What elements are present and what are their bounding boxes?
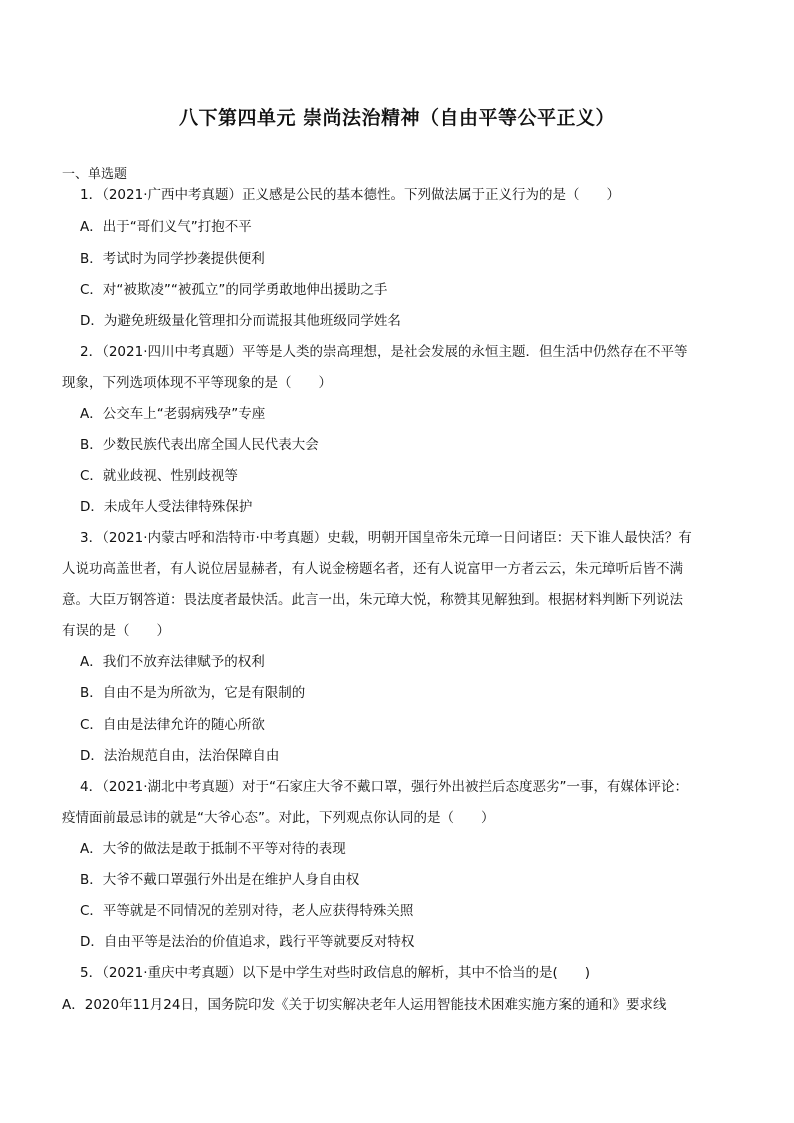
question-3-option-c: C．自由是法律允许的随心所欲 (80, 717, 265, 733)
question-1-option-d: D．为避免班级量化管理扣分而谎报其他班级同学姓名 (80, 313, 401, 329)
question-3-stem-line-1: 3．（2021·内蒙古呼和浩特市·中考真题）史载，明朝开国皇帝朱元璋一日问诸臣：天下谁人最快活？有 (80, 530, 692, 546)
document-title: 八下第四单元 崇尚法治精神（自由平等公平正义） (178, 107, 616, 129)
question-3-option-d: D．法治规范自由，法治保障自由 (80, 748, 280, 764)
question-2-option-a: A．公交车上“老弱病残孕”专座 (80, 406, 266, 422)
question-3-stem-line-2: 人说功高盖世者，有人说位居显赫者，有人说金榜题名者，还有人说富甲一方者云云，朱元璋听后皆不满 (62, 561, 683, 577)
question-1-option-a: A．出于“哥们义气”打抱不平 (80, 219, 252, 235)
question-5-stem: 5．（2021·重庆中考真题）以下是中学生对些时政信息的解析，其中不恰当的是( ) (80, 965, 591, 981)
question-3-option-a: A．我们不放弃法律赋予的权利 (80, 654, 265, 670)
question-3-option-b: B．自由不是为所欲为，它是有限制的 (80, 685, 306, 701)
question-5-option-a: A．2020年11月24日，国务院印发《关于切实解决老年人运用智能技术困难实施方案的通和》要求线 (62, 997, 667, 1013)
question-4-option-c: C．平等就是不同情况的差别对待，老人应获得特殊关照 (80, 903, 414, 919)
question-4-option-d: D．自由平等是法治的价值追求，践行平等就要反对特权 (80, 934, 415, 950)
section-heading: 一、单选题 (62, 167, 128, 182)
question-1-option-b: B．考试时为同学抄袭提供便利 (80, 251, 265, 267)
question-1-stem: 1．（2021·广西中考真题）正义感是公民的基本德性。下列做法属于正义行为的是（ ） (80, 187, 620, 203)
question-3-stem-line-4: 有误的是（ ） (62, 623, 170, 639)
question-2-stem-line-1: 2．（2021·四川中考真题）平等是人类的崇高理想，是社会发展的永恒主题．但生活中仍然存在不平等 (80, 344, 688, 360)
question-2-option-b: B．少数民族代表出席全国人民代表大会 (80, 437, 319, 453)
question-2-option-c: C．就业歧视、性别歧视等 (80, 468, 238, 484)
question-4-option-a: A．大爷的做法是敢于抵制不平等对待的表现 (80, 841, 346, 857)
question-4-stem-line-1: 4．（2021·湖北中考真题）对于“石家庄大爷不戴口罩，强行外出被拦后态度恶劣”一事，有媒体评论： (80, 779, 688, 795)
question-2-option-d: D．未成年人受法律特殊保护 (80, 499, 253, 515)
question-4-stem-line-2: 疫情面前最忌讳的就是“大爷心态”。对此，下列观点你认同的是（ ） (62, 810, 495, 826)
question-2-stem-line-2: 现象，下列选项体现不平等现象的是（ ） (62, 375, 332, 391)
question-3-stem-line-3: 意。大臣万钢答道：畏法度者最快活。此言一出，朱元璋大悦，称赞其见解独到。根据材料判断下列说法 (62, 592, 683, 608)
question-4-option-b: B．大爷不戴口罩强行外出是在维护人身自由权 (80, 872, 360, 888)
question-1-option-c: C．对“被欺凌”“被孤立”的同学勇敢地伸出援助之手 (80, 282, 388, 298)
